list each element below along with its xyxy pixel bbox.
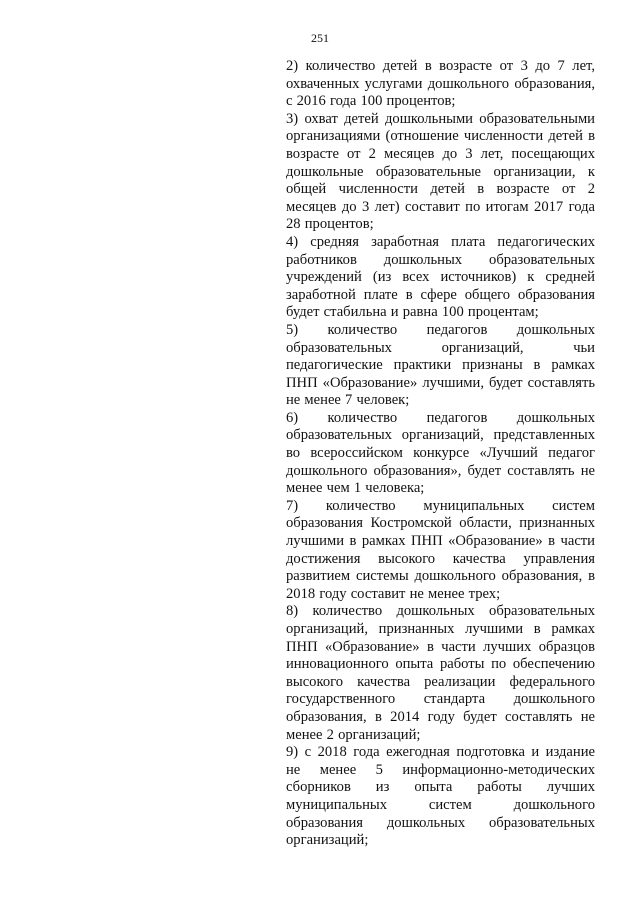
list-item-8: 8) количество дошкольных образовательных организаций, признанных лучшими в рамках ПНП «Образование» в части лучших образцов инновационного опыта работы по обеспечению высокого качества реализации федерального государственного стандарта дошкольного образования, в 2014 году будет составлять не менее 2 организаций; xyxy=(286,603,595,743)
list-item-2: 2) количество детей в возрасте от 3 до 7 лет, охваченных услугами дошкольного образования, с 2016 года 100 процентов; xyxy=(286,58,595,110)
list-item-7: 7) количество муниципальных систем образования Костромской области, признанных лучшими в рамках ПНП «Образование» в части достижения высокого качества управления развитием системы дошкольного образования, в 2018 году составит не менее трех; xyxy=(286,497,595,602)
page-number: 251 xyxy=(311,31,329,45)
list-item-5: 5) количество педагогов дошкольных образовательных организаций, чьи педагогические практики признаны в рамках ПНП «Образование» лучшими, будет составлять не менее 7 человек; xyxy=(286,321,595,409)
list-item-6: 6) количество педагогов дошкольных образовательных организаций, представленных во всероссийском конкурсе «Лучший педагог дошкольного образования», будет составлять не менее чем 1 человека; xyxy=(286,409,595,497)
document-body xyxy=(286,58,595,850)
list-item-9: 9) с 2018 года ежегодная подготовка и издание не менее 5 информационно-методических сборников из опыта работы лучших муниципальных систем дошкольного образования дошкольных образовательных организаций; xyxy=(286,744,595,849)
list-item-3: 3) охват детей дошкольными образовательными организациями (отношение численности детей в возрасте от 2 месяцев до 3 лет, посещающих дошкольные образовательные организации, к общей численности детей в возрасте от 2 месяцев до 3 лет) составит по итогам 2017 года 28 процентов; xyxy=(286,110,595,233)
list-item-4: 4) средняя заработная плата педагогических работников дошкольных образовательных учреждений (из всех источников) к средней заработной плате в сфере общего образования будет стабильна и равна 100 процентам; xyxy=(286,233,595,321)
